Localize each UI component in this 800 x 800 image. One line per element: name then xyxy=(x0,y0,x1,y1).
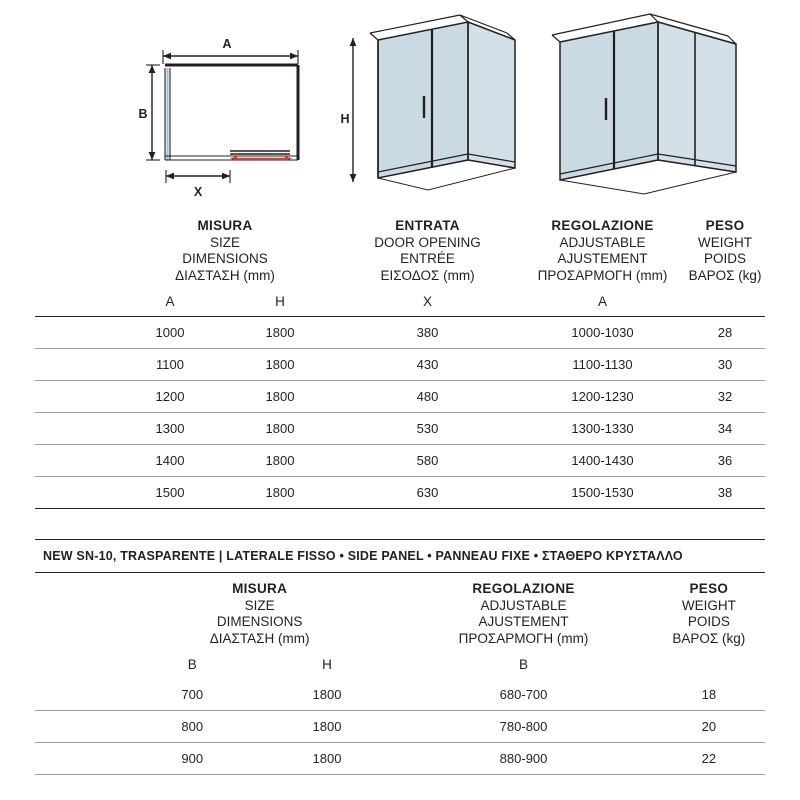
cell-size-a: 1200 xyxy=(155,389,185,404)
cell-size-a: 1000 xyxy=(155,325,185,340)
cell-weight: 32 xyxy=(717,389,733,404)
cell-weight: 36 xyxy=(717,453,733,468)
table1-header-door-opening: ENTRATA DOOR OPENING ENTRÉE ΕΙΣΟΔΟΣ (mm) xyxy=(374,218,481,283)
spec-table-2 xyxy=(35,573,765,775)
cell-adjustable: 1200-1230 xyxy=(571,389,634,404)
table2-subheader-row xyxy=(35,653,765,679)
row-spacer xyxy=(35,349,115,381)
cell-door-x: 480 xyxy=(416,389,439,404)
cell-weight: 28 xyxy=(717,325,733,340)
table-row xyxy=(35,679,765,711)
table2-header-weight: PESO WEIGHT POIDS ΒΑΡΟΣ (kg) xyxy=(672,581,746,646)
table2-header-size: MISURA SIZE DIMENSIONS ΔΙΑΣΤΑΣΗ (mm) xyxy=(209,581,310,646)
cell-weight: 22 xyxy=(701,751,717,766)
row-spacer xyxy=(35,711,125,743)
row-spacer xyxy=(35,381,115,413)
cell-adjustable: 1500-1530 xyxy=(571,485,634,500)
row-spacer xyxy=(35,317,115,349)
table1-sub-blank xyxy=(35,290,115,317)
table2-sub-blank xyxy=(35,653,125,679)
table-row xyxy=(35,413,765,445)
spec-table-1-wrap xyxy=(35,210,765,509)
table1-header-adjustable: REGOLAZIONE ADJUSTABLE AJUSTEMENT ΠΡΟΣΑΡΜΟΓΗ (mm) xyxy=(537,218,668,283)
cell-size-a: 1500 xyxy=(155,485,185,500)
table1-subheader-row xyxy=(35,290,765,317)
table1-header-blank xyxy=(35,210,115,290)
cell-size-b: 700 xyxy=(181,687,204,702)
cell-size-h: 1800 xyxy=(265,453,295,468)
cell-size-h: 1800 xyxy=(265,325,295,340)
table1-sub-weight xyxy=(685,290,765,317)
table2-sub-weight xyxy=(653,653,765,679)
cell-weight: 20 xyxy=(701,719,717,734)
table2-sub-b: B xyxy=(187,657,197,672)
cell-adjustable: 1300-1330 xyxy=(571,421,634,436)
table-row xyxy=(35,477,765,509)
table-row xyxy=(35,445,765,477)
cell-adjustable: 1400-1430 xyxy=(571,453,634,468)
table2-header-row xyxy=(35,573,765,653)
table2-sub-h: H xyxy=(322,657,332,672)
cell-size-h: 1800 xyxy=(265,485,295,500)
cell-weight: 38 xyxy=(717,485,733,500)
row-spacer xyxy=(35,743,125,775)
cell-size-a: 1300 xyxy=(155,421,185,436)
section-2 xyxy=(35,539,765,775)
table1-sub-adj-a: A xyxy=(598,294,608,309)
table1-sub-h: H xyxy=(275,294,285,309)
cell-size-b: 900 xyxy=(181,751,204,766)
table-row xyxy=(35,711,765,743)
cell-weight: 30 xyxy=(717,357,733,372)
plan-label-b: B xyxy=(138,107,148,121)
plan-label-a: A xyxy=(222,37,232,51)
table1-sub-x: X xyxy=(423,294,433,309)
row-spacer xyxy=(35,477,115,509)
cell-size-b: 800 xyxy=(181,719,204,734)
row-spacer xyxy=(35,413,115,445)
cell-door-x: 630 xyxy=(416,485,439,500)
table1-header-row xyxy=(35,210,765,290)
table1-header-weight: PESO WEIGHT POIDS ΒΑΡΟΣ (kg) xyxy=(688,218,762,283)
spec-table-1 xyxy=(35,210,765,509)
diagram-area xyxy=(0,0,800,210)
cell-size-h: 1800 xyxy=(265,357,295,372)
cell-adjustable: 1100-1130 xyxy=(572,357,633,372)
cell-size-h: 1800 xyxy=(312,687,342,702)
row-spacer xyxy=(35,445,115,477)
table2-sub-adj-b: B xyxy=(519,657,529,672)
cell-door-x: 530 xyxy=(416,421,439,436)
cell-adjustable: 1000-1030 xyxy=(571,325,634,340)
cell-adjustable: 780-800 xyxy=(499,719,548,734)
cell-size-h: 1800 xyxy=(312,719,342,734)
isometric-view-left xyxy=(340,0,530,205)
iso-label-h: H xyxy=(340,112,350,126)
cell-weight: 34 xyxy=(717,421,733,436)
plan-view-diagram xyxy=(130,8,330,208)
table2-header-adjustable: REGOLAZIONE ADJUSTABLE AJUSTEMENT ΠΡΟΣΑΡΜΟΓΗ (mm) xyxy=(458,581,589,646)
table-row xyxy=(35,381,765,413)
cell-adjustable: 680-700 xyxy=(499,687,548,702)
cell-size-h: 1800 xyxy=(265,389,295,404)
table-row xyxy=(35,349,765,381)
cell-size-a: 1400 xyxy=(155,453,185,468)
table1-header-size: MISURA SIZE DIMENSIONS ΔΙΑΣΤΑΣΗ (mm) xyxy=(175,218,275,283)
cell-door-x: 380 xyxy=(416,325,439,340)
plan-label-x: X xyxy=(193,185,203,199)
table2-header-blank xyxy=(35,573,125,653)
row-spacer xyxy=(35,679,125,711)
cell-size-h: 1800 xyxy=(312,751,342,766)
cell-size-h: 1800 xyxy=(265,421,295,436)
cell-door-x: 580 xyxy=(416,453,439,468)
cell-adjustable: 880-900 xyxy=(499,751,548,766)
cell-weight: 18 xyxy=(701,687,717,702)
isometric-view-right xyxy=(540,0,755,205)
table1-sub-a: A xyxy=(165,294,175,309)
table-row xyxy=(35,317,765,349)
table-row xyxy=(35,743,765,775)
section-title-side-panel: NEW SN-10, TRASPARENTE | LATERALE FISSO • SIDE PANEL • PANNEAU FIXE • ΣΤΑΘΕΡΟ ΚΡΥΣΤΑΛΛΟ xyxy=(35,539,765,573)
cell-door-x: 430 xyxy=(416,357,439,372)
cell-size-a: 1100 xyxy=(156,357,184,372)
